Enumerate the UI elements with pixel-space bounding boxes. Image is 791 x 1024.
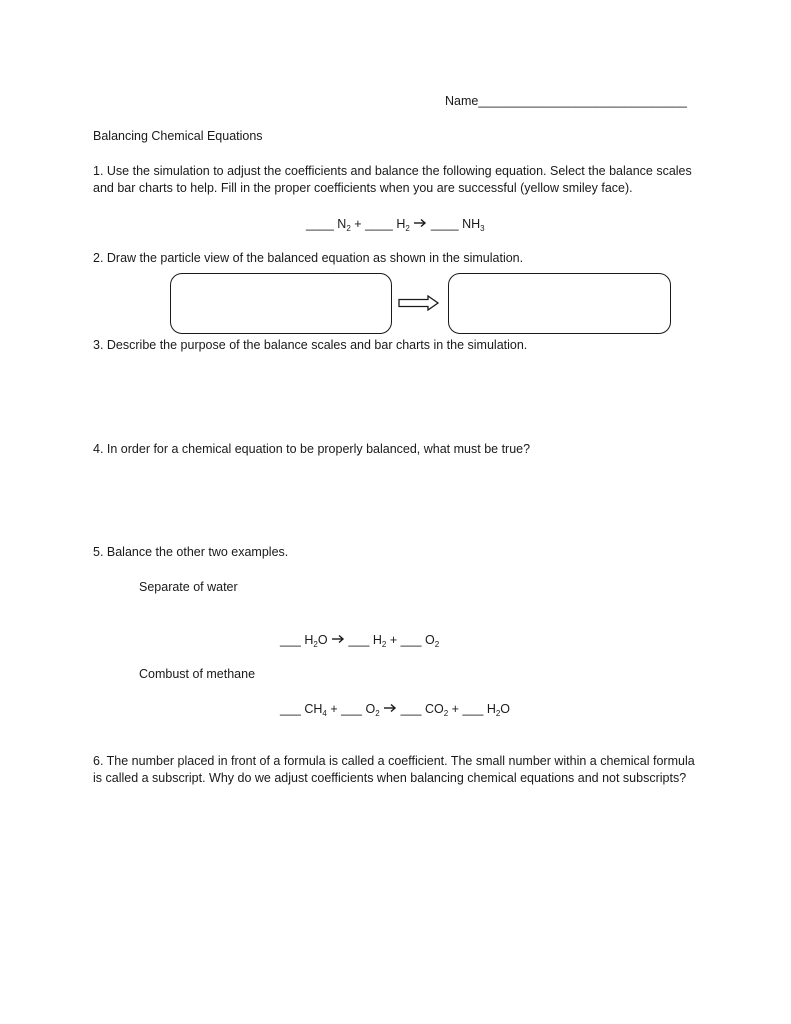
reaction-arrow-icon bbox=[413, 216, 427, 233]
equation-methane bbox=[280, 701, 510, 719]
eq2-plus: + bbox=[389, 633, 398, 647]
question-3: 3. Describe the purpose of the balance scales and bar charts in the simulation. bbox=[93, 338, 528, 352]
eq2-species-2: $H_2$ bbox=[372, 633, 387, 649]
reaction-arrow-icon bbox=[383, 701, 397, 718]
question-6: 6. The number placed in front of a formula is called a coefficient. The small number within a chemical formula is called a subscript. Why do we adjust coefficients when balancing chemical equations and not subscripts? bbox=[93, 754, 695, 785]
worksheet-title: Balancing Chemical Equations bbox=[93, 129, 263, 143]
eq3-blank-2[interactable]: ___ bbox=[341, 702, 362, 716]
eq2-blank-3[interactable]: ___ bbox=[400, 633, 422, 647]
reactants-drawing-box[interactable] bbox=[170, 273, 392, 334]
eq1-species-3: $NH_3$ bbox=[462, 217, 485, 233]
eq1-blank-1[interactable]: ____ bbox=[306, 217, 334, 231]
name-field[interactable] bbox=[445, 93, 687, 110]
eq3-plus-1: + bbox=[330, 702, 338, 716]
eq1-species-1: $N_2$ bbox=[337, 217, 351, 233]
eq3-species-4: $H_2O$ bbox=[486, 702, 511, 718]
question-2: 2. Draw the particle view of the balanced equation as shown in the simulation. bbox=[93, 251, 524, 265]
eq1-species-2: $H_2$ bbox=[396, 217, 410, 233]
eq1-blank-3[interactable]: ____ bbox=[430, 217, 459, 231]
question-5: 5. Balance the other two examples. bbox=[93, 545, 289, 559]
eq2-blank-2[interactable]: ___ bbox=[348, 633, 370, 647]
example-2-label: Combust of methane bbox=[139, 667, 256, 681]
reaction-arrow-icon bbox=[331, 632, 345, 649]
name-blank[interactable]: ______________________________ bbox=[478, 94, 687, 108]
eq2-blank-1[interactable]: ___ bbox=[280, 633, 301, 647]
equation-water bbox=[280, 632, 439, 650]
eq3-blank-1[interactable]: ___ bbox=[280, 702, 301, 716]
question-1: 1. Use the simulation to adjust the coefficients and balance the following equation. Select the balance scales and bar charts to help. Fill in the proper coefficients when you are successful (yellow smiley face). bbox=[93, 164, 692, 195]
eq3-plus-2: + bbox=[451, 702, 459, 716]
eq1-plus: + bbox=[354, 217, 362, 231]
eq3-blank-3[interactable]: ___ bbox=[400, 702, 422, 716]
eq3-species-2: $O_2$ bbox=[365, 702, 380, 718]
eq1-blank-2[interactable]: ____ bbox=[365, 217, 393, 231]
eq3-species-1: $CH_4$ bbox=[304, 702, 327, 718]
block-arrow-icon bbox=[398, 295, 440, 311]
eq2-species-3: $O_2$ bbox=[424, 633, 440, 649]
eq2-species-1: $H_2O$ bbox=[304, 633, 328, 649]
eq3-species-3: $CO_2$ bbox=[424, 702, 449, 718]
equation-1 bbox=[306, 216, 485, 234]
question-4: 4. In order for a chemical equation to be properly balanced, what must be true? bbox=[93, 442, 531, 456]
eq3-blank-4[interactable]: ___ bbox=[462, 702, 484, 716]
products-drawing-box[interactable] bbox=[448, 273, 671, 334]
name-label: Name bbox=[445, 94, 479, 108]
example-1-label: Separate of water bbox=[139, 580, 238, 594]
